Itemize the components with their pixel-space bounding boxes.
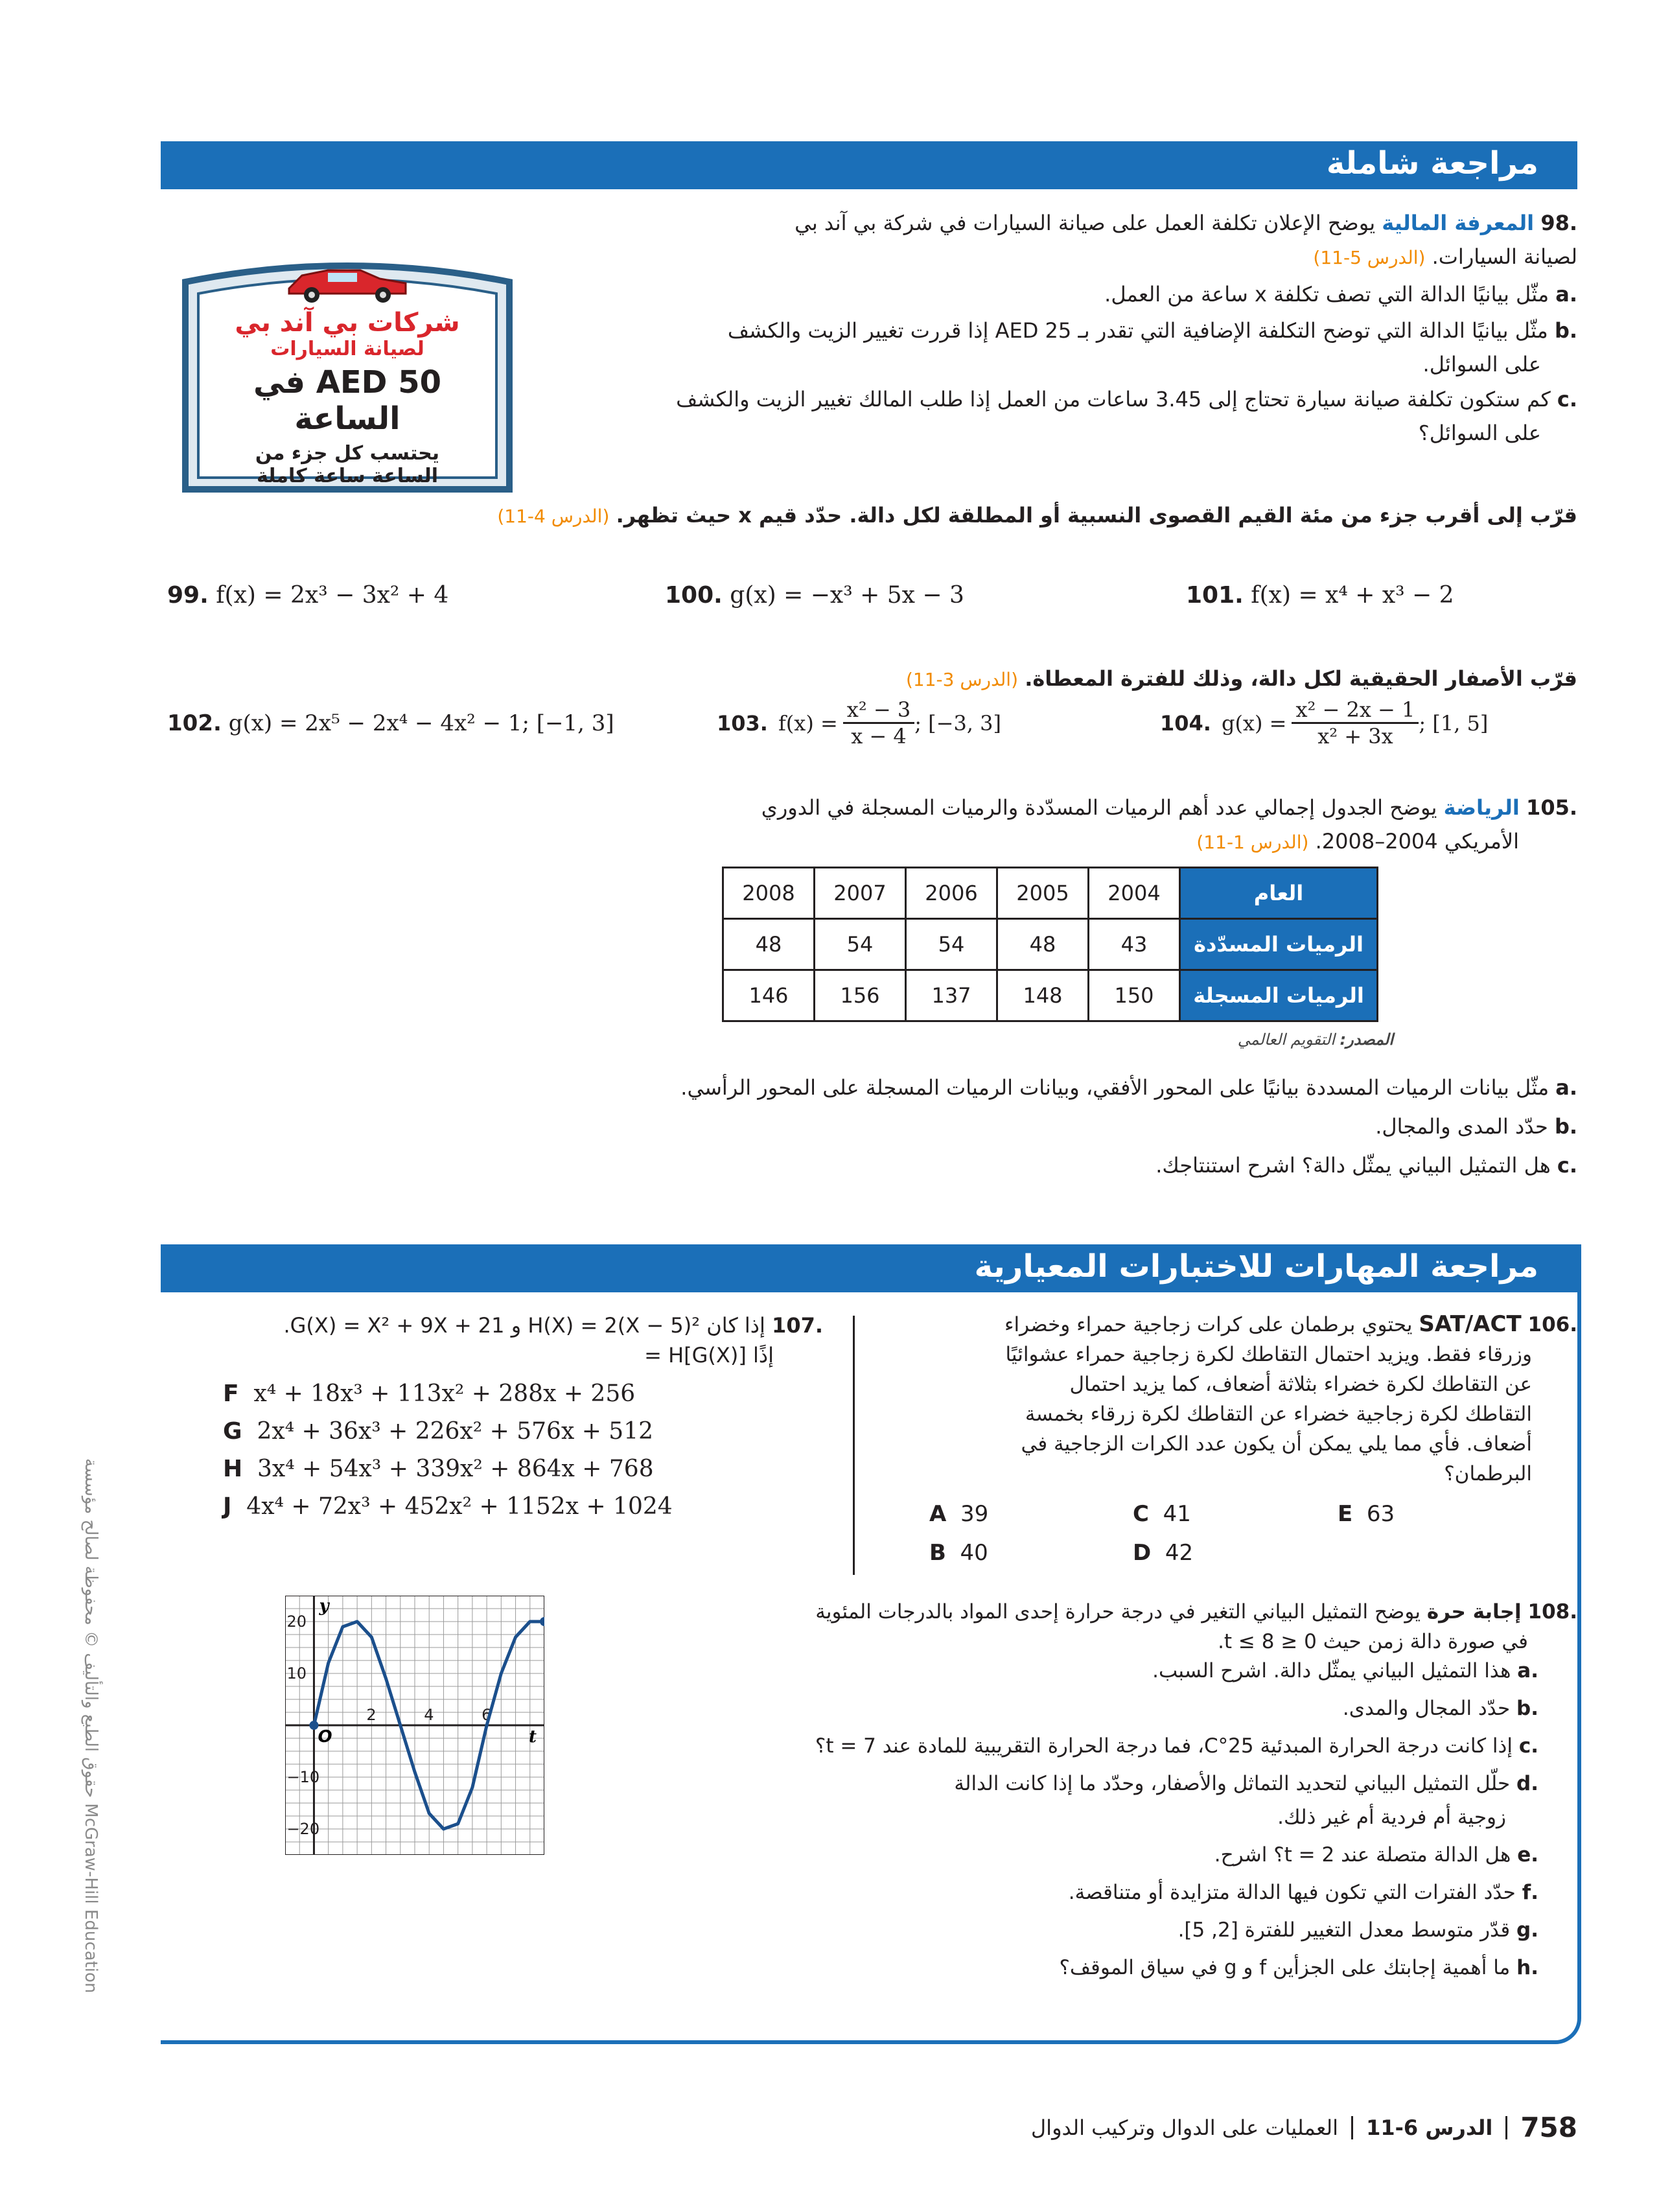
section-title: مراجعة شاملة: [1326, 145, 1538, 181]
source-text: التقويم العالمي: [1237, 1030, 1335, 1049]
y-tick-label: 10: [286, 1664, 307, 1682]
choice-letter: G: [223, 1418, 242, 1445]
instruction-zeros: [152, 662, 1577, 696]
problem-101: [1186, 582, 1454, 609]
question-number: .98: [1540, 211, 1577, 235]
section-title: مراجعة المهارات للاختبارات المعيارية: [974, 1248, 1538, 1285]
part-text: قدّر متوسط معدل التغيير للفترة [2, 5].: [1178, 1918, 1511, 1942]
part-a: [696, 1659, 1538, 1697]
lesson-ref: (الدرس 3-11): [905, 669, 1019, 690]
question-number: .106: [1527, 1313, 1577, 1336]
instruction-text: قرّب إلى أقرب جزء من مئة القيم القصوى النسبية أو المطلقة لكل دالة. حدّد قيم x حيث تظهر.: [616, 503, 1577, 528]
car-icon: [283, 256, 412, 308]
choice-expression: x⁴ + 18x³ + 113x² + 288x + 256: [253, 1380, 636, 1407]
table-cell: 148: [997, 970, 1089, 1021]
choice-g[interactable]: [223, 1418, 653, 1445]
fraction-denominator: x − 4: [851, 724, 907, 749]
part-text: هل الدالة متصلة عند t = 2؟ اشرح.: [1214, 1843, 1511, 1867]
part-text: حدّد المجال والمدى.: [1342, 1697, 1511, 1720]
footer-lesson: الدرس 6-11: [1366, 2115, 1493, 2140]
table-cell: 2006: [906, 868, 997, 919]
choice-expression: 3x⁴ + 54x³ + 339x² + 864x + 768: [257, 1456, 654, 1482]
part-text: هل التمثيل البياني يمثّل دالة؟ اشرح استنتاجك.: [1155, 1153, 1551, 1178]
table-cell: 150: [1089, 970, 1180, 1021]
choice-b[interactable]: [929, 1540, 988, 1566]
choice-letter: J: [223, 1493, 232, 1520]
part-text: على السوائل.: [1422, 352, 1541, 377]
page-footer: [1031, 2112, 1577, 2143]
section-banner-comprehensive-review: [161, 141, 1577, 189]
table-row-header: الرميات المسجلة: [1180, 970, 1378, 1021]
problem-lhs: g(x) =: [1221, 710, 1287, 736]
y-tick-label: 20: [286, 1612, 307, 1631]
problem-interval: ; [−3, 3]: [914, 710, 1001, 736]
part-text: زوجية أم فردية أم غير ذلك.: [1277, 1806, 1506, 1829]
problem-100: [665, 582, 964, 609]
y-axis-label: y: [319, 1596, 329, 1616]
part-label: .e: [1517, 1843, 1538, 1867]
curve-endpoint: [309, 1721, 318, 1730]
x-axis-label: t: [529, 1727, 537, 1747]
part-label: .c: [1557, 1153, 1577, 1178]
choice-expression: 2x⁴ + 36x³ + 226x² + 576x + 512: [257, 1418, 654, 1445]
question-topic: إجابة حرة: [1426, 1600, 1522, 1624]
problem-expression: f(x) = 2x³ − 3x² + 4: [216, 582, 449, 609]
part-text: مثّل بيانات الرميات المسددة بيانيًا على المحور الأفقي، وبيانات الرميات المسجلة على المحور الرأسي.: [680, 1075, 1549, 1100]
problem-expression: g(x) = 2x⁵ − 2x⁴ − 4x² − 1; [−1, 3]: [228, 710, 614, 736]
question-text: يحتوي برطمان على كرات زجاجية حمراء وخضراء: [1004, 1313, 1413, 1336]
question-105c: [540, 1148, 1577, 1182]
problem-expression: f(x) = x⁴ + x³ − 2: [1251, 582, 1454, 609]
part-text: ما أهمية إجابتك على الجزأين f و g في سياق الموقف؟: [1059, 1956, 1511, 1979]
table-cell: 156: [815, 970, 906, 1021]
question-98a: [605, 277, 1577, 311]
question-text: إذا كان H(X) = 2(X − 5)² و G(X) = X² + 9X + 21.: [283, 1313, 765, 1338]
question-text: البرطمان؟: [1444, 1462, 1532, 1485]
question-105: [670, 791, 1577, 859]
question-topic: الرياضة: [1443, 795, 1520, 820]
question-topic: المعرفة المالية: [1382, 211, 1535, 235]
table-cell: 137: [906, 970, 997, 1021]
problem-number: 103.: [717, 710, 768, 736]
section-banner-standardized-test: [161, 1244, 1577, 1292]
question-105b: [540, 1110, 1577, 1143]
table-cell: 48: [997, 919, 1089, 970]
lesson-ref: (الدرس 4-11): [497, 506, 610, 527]
instruction-text: قرّب الأصفار الحقيقية لكل دالة، وذلك للفترة المعطاة.: [1025, 666, 1577, 691]
data-table: [722, 867, 1378, 1022]
part-label: .b: [1554, 318, 1577, 343]
question-number: .107: [772, 1313, 823, 1338]
problem-interval: ; [1, 5]: [1419, 710, 1489, 736]
source-label: المصدر:: [1340, 1030, 1393, 1049]
origin-label: O: [318, 1727, 332, 1747]
part-label: .c: [1557, 387, 1577, 412]
part-e: [696, 1843, 1538, 1881]
part-label: .b: [1554, 1114, 1577, 1139]
part-text: حلّل التمثيل البياني لتحديد التماثل والأصفار، وحدّد ما إذا كانت الدالة: [954, 1772, 1511, 1795]
part-b: [696, 1697, 1538, 1734]
part-text: إذا كانت درجة الحرارة المبدئية 25°C، فما درجة الحرارة التقريبية للمادة عند t = 7؟: [815, 1734, 1513, 1758]
part-label: .b: [1516, 1697, 1538, 1720]
copyright-side-text: حقوق الطبع والتأليف © محفوظة لصالح مؤسسة McGraw-Hill Education: [81, 1458, 100, 1994]
question-105a: [540, 1071, 1577, 1104]
part-text: هذا التمثيل البياني يمثّل دالة. اشرح السبب.: [1152, 1659, 1511, 1682]
ad-price: AED 50 في الساعة: [253, 364, 441, 437]
choice-expression: 4x⁴ + 72x³ + 452x² + 1152x + 1024: [246, 1493, 673, 1520]
table-cell: 54: [906, 919, 997, 970]
choice-value: 40: [960, 1540, 988, 1566]
choice-value: 42: [1165, 1540, 1194, 1566]
problem-103: [717, 697, 1001, 749]
choice-letter: E: [1338, 1501, 1353, 1527]
part-f: [696, 1881, 1538, 1918]
page-number: 758: [1520, 2112, 1577, 2143]
table-cell: 48: [723, 919, 815, 970]
problem-102: [167, 710, 614, 736]
question-text: عن التقاطك لكرة خضراء بثلاثة أضعاف، كما يزيد احتمال: [1069, 1373, 1532, 1396]
question-text: الأمريكي 2004–2008.: [1315, 829, 1519, 854]
part-d: [696, 1772, 1538, 1806]
choice-j[interactable]: [223, 1493, 673, 1520]
curve-endpoint: [540, 1617, 544, 1626]
problem-number: 100.: [665, 582, 723, 609]
problem-lhs: f(x) =: [778, 710, 838, 736]
choice-f[interactable]: [223, 1380, 635, 1407]
graph-svg: [285, 1596, 544, 1855]
fraction-numerator: x² − 2x − 1: [1292, 697, 1419, 724]
choice-letter: H: [223, 1456, 243, 1482]
part-text: مثّل بيانيًا الدالة التي توضح التكلفة الإضافية التي تقدر بـ AED 25 إذا قررت تغيير الزيت والكشف: [727, 318, 1548, 343]
part-text: كم ستكون تكلفة صيانة سيارة تحتاج إلى 3.45 ساعات من العمل إذا طلب المالك تغيير الزيت والكشف: [676, 387, 1551, 412]
temperature-graph: [285, 1596, 544, 1855]
instruction-extrema: [152, 499, 1577, 533]
question-107: [175, 1310, 823, 1370]
problem-number: 99.: [167, 582, 209, 609]
part-d-cont: [696, 1806, 1506, 1843]
question-tag: SAT/ACT: [1419, 1311, 1522, 1337]
x-tick-label: 4: [424, 1706, 434, 1724]
table-cell: 2008: [723, 868, 815, 919]
x-tick-label: 6: [481, 1706, 492, 1724]
table-row: [723, 868, 1378, 919]
y-tick-label: −10: [286, 1768, 320, 1786]
question-text: لصيانة السيارات.: [1432, 244, 1577, 269]
ad-note: الساعة ساعة كاملة: [256, 465, 439, 487]
part-label: .d: [1516, 1772, 1538, 1795]
question-108: [670, 1597, 1577, 1657]
choice-c[interactable]: [1133, 1501, 1191, 1527]
part-c: [696, 1734, 1538, 1772]
problem-number: 102.: [167, 710, 222, 736]
y-tick-label: −20: [286, 1820, 320, 1838]
question-text: أضعاف. فأي مما يلي يمكن أن يكون عدد الكرات الزجاجية في: [1021, 1432, 1532, 1456]
question-number: .105: [1526, 795, 1577, 820]
problem-number: 101.: [1186, 582, 1244, 609]
question-text: يوضح الإعلان تكلفة العمل على صيانة السيارات في شركة بي آند بي: [795, 211, 1376, 235]
choice-d[interactable]: [1133, 1540, 1193, 1566]
question-98b: [540, 314, 1577, 381]
question-text: وزرقاء فقط. ويزيد احتمال التقاطك لكرة زجاجية حمراء عشوائيًا: [1005, 1343, 1532, 1366]
choice-letter: B: [929, 1540, 946, 1566]
problem-expression: g(x) = −x³ + 5x − 3: [730, 582, 964, 609]
column-divider: [853, 1316, 855, 1575]
question-98: [722, 206, 1577, 275]
problem-99: [167, 582, 448, 609]
question-text: التقاطك لكرة زجاجية خضراء عن التقاطك لكرة زرقاء بخمسة: [1025, 1403, 1532, 1426]
part-h: [696, 1956, 1538, 1994]
part-g: [696, 1918, 1538, 1956]
table-cell: 54: [815, 919, 906, 970]
table-source: [1238, 1030, 1393, 1049]
question-text: إذًا H[G(X)] =: [644, 1343, 774, 1368]
lesson-ref: (الدرس 5-11): [1313, 247, 1426, 268]
ad-subtitle: لصيانة السيارات: [270, 338, 424, 360]
question-text: يوضح الجدول إجمالي عدد أهم الرميات المسدّدة والرميات المسجلة في الدوري: [761, 795, 1437, 820]
problem-number: 104.: [1160, 710, 1211, 736]
question-number: .108: [1527, 1600, 1577, 1624]
ad-sign: [172, 256, 522, 496]
table-cell: 2005: [997, 868, 1089, 919]
choice-h[interactable]: [223, 1456, 654, 1482]
fraction-numerator: x² − 3: [843, 697, 914, 724]
table-row-header: الرميات المسدّدة: [1180, 919, 1378, 970]
ad-company: شركات بي آند بي: [235, 308, 460, 338]
part-label: .g: [1516, 1918, 1538, 1942]
question-106: [929, 1309, 1577, 1489]
x-tick-label: 2: [366, 1706, 377, 1724]
part-label: .a: [1555, 282, 1577, 307]
part-label: .h: [1516, 1956, 1538, 1979]
footer-title: العمليات على الدوال وتركيب الدوال: [1030, 2115, 1339, 2140]
choice-value: 63: [1366, 1501, 1395, 1527]
footer-divider: [1351, 2116, 1353, 2139]
fraction-denominator: x² + 3x: [1317, 724, 1393, 749]
choice-e[interactable]: [1338, 1501, 1395, 1527]
table-row: [723, 970, 1378, 1021]
question-98c: [540, 382, 1577, 450]
part-text: مثّل بيانيًا الدالة التي تصف تكلفة x ساعة من العمل.: [1104, 282, 1549, 307]
footer-divider: [1505, 2116, 1507, 2139]
choice-letter: A: [929, 1501, 947, 1527]
question-108-parts: [696, 1659, 1538, 1994]
part-text: على السوائل؟: [1418, 421, 1541, 445]
choice-a[interactable]: [929, 1501, 988, 1527]
choice-letter: D: [1133, 1540, 1152, 1566]
part-label: .c: [1518, 1734, 1538, 1758]
table-row: [723, 919, 1378, 970]
choice-letter: F: [223, 1380, 239, 1407]
part-label: .a: [1555, 1075, 1577, 1100]
problem-104: [1160, 697, 1488, 749]
table-cell: 146: [723, 970, 815, 1021]
choice-value: 39: [960, 1501, 989, 1527]
choice-letter: C: [1133, 1501, 1149, 1527]
question-text: في صورة دالة زمن حيث 0 ≤ t ≤ 8.: [1218, 1630, 1528, 1653]
table-cell: 43: [1089, 919, 1180, 970]
table-cell: 2007: [815, 868, 906, 919]
part-text: حدّد المدى والمجال.: [1375, 1114, 1548, 1139]
lesson-ref: (الدرس 1-11): [1196, 832, 1309, 853]
part-text: حدّد الفترات التي تكون فيها الدالة متزايدة أو متناقصة.: [1068, 1881, 1516, 1904]
table-row-header: العام: [1180, 868, 1378, 919]
ad-note: يحتسب كل جزء من: [255, 442, 440, 465]
choice-value: 41: [1163, 1501, 1191, 1527]
question-text: يوضح التمثيل البياني التغير في درجة حرارة إحدى المواد بالدرجات المئوية: [815, 1600, 1421, 1624]
table-cell: 2004: [1089, 868, 1180, 919]
part-label: .f: [1522, 1881, 1538, 1904]
part-label: .a: [1517, 1659, 1538, 1682]
